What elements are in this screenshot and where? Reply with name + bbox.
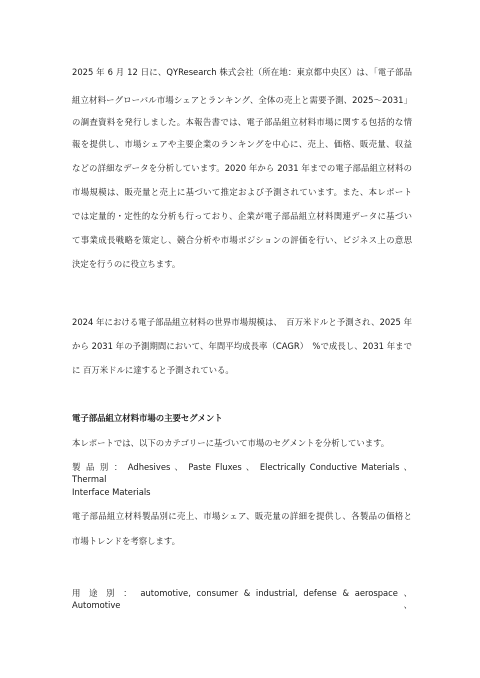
- market-line-1: 2024 年における電子部品組立材料の世界市場規模は、 百万米ドルと予測され、2025 年: [72, 317, 412, 327]
- market-line-3: に 百万米ドルに達すると予測されている。: [72, 365, 234, 375]
- intro-line-7: では定量的・定性的な分析も行っており、企業が電子部品組立材料関連データに基づい: [72, 211, 412, 221]
- intro-line-6: 市場規模は、販売量と売上に基づいて推定および予測されています。また、本レポート: [72, 187, 412, 197]
- segment-product-desc-1: 電子部品組立材料製品別に売上、市場シェア、販売量の詳細を提供し、各製品の価格と: [72, 511, 412, 521]
- market-line-2: から 2031 年の予測期間において、年間平均成長率（CAGR） %で成長し、2031 年まで: [72, 341, 412, 351]
- segment-product-line-2: Interface Materials: [72, 487, 151, 497]
- intro-line-9: 決定を行うのに役立ちます。: [72, 259, 181, 269]
- segment-application-line: 用 途 別 ： automotive, consumer & industrial, defense & aerospace 、 Automotive 、: [72, 588, 412, 610]
- intro-line-1: 2025 年 6 月 12 日に、QYResearch 株式会社（所在地：東京都中央区）は、「電子部品: [72, 67, 412, 77]
- intro-line-5: などの詳細なデータを分析しています。2020 年から 2031 年までの電子部品組立材料の: [72, 163, 412, 173]
- intro-line-8: て事業成長戦略を策定し、競合分析や市場ポジションの評価を行い、ビジネス上の意思: [72, 235, 412, 245]
- segment-intro: 本レポートでは、以下のカテゴリーに基づいて市場のセグメントを分析しています。: [72, 438, 390, 448]
- segment-heading: 電子部品組立材料市場の主要セグメント: [72, 413, 223, 423]
- intro-line-3: の調査資料を発行しました。本報告書では、電子部品組立材料市場に関する包括的な情: [72, 117, 412, 127]
- segment-product-line-1: 製 品 別 ： Adhesives 、 Paste Fluxes 、 Electrically Conductive Materials 、 Thermal: [72, 462, 412, 484]
- segment-product-desc-2: 市場トレンドを考察します。: [72, 536, 180, 546]
- intro-line-4: 報を提供し、市場シェアや主要企業のランキングを中心に、売上、価格、販売量、収益: [72, 139, 412, 149]
- intro-line-2: 組立材料ーグローバル市場シェアとランキング、全体の売上と需要予測、2025～2031」: [72, 95, 412, 105]
